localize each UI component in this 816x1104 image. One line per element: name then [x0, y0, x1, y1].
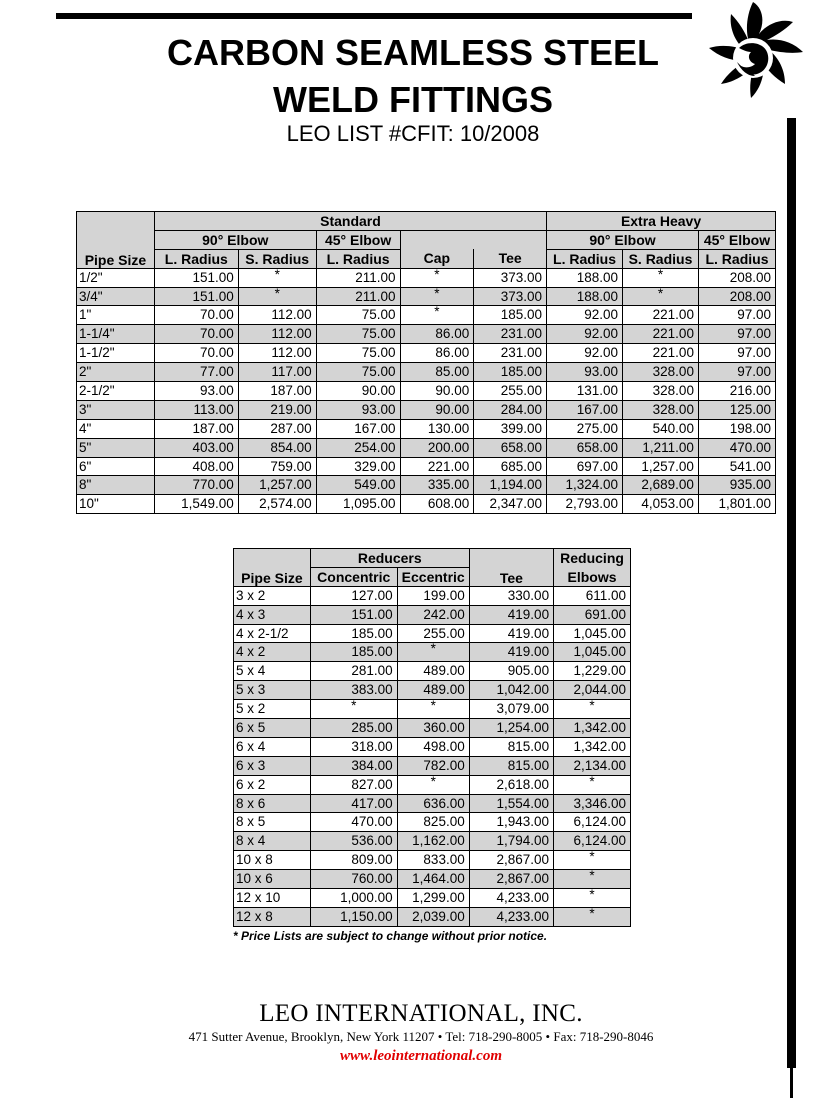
- price-cell: 399.00: [474, 419, 547, 438]
- header-s-radius: S. Radius: [238, 249, 316, 268]
- price-cell: 1,342.00: [554, 737, 631, 756]
- price-cell: 1,257.00: [238, 476, 316, 495]
- price-cell: 70.00: [154, 325, 238, 344]
- fitting-row: [77, 344, 776, 363]
- price-cell: 167.00: [316, 419, 400, 438]
- price-cell: 188.00: [547, 268, 623, 287]
- fitting-row: [77, 419, 776, 438]
- price-cell: 221.00: [623, 344, 699, 363]
- unavailable-cell: *: [397, 700, 469, 719]
- weld-fittings-table: [76, 211, 776, 514]
- price-cell: 4,053.00: [623, 495, 699, 514]
- price-cell: 809.00: [310, 851, 397, 870]
- price-cell: 219.00: [238, 400, 316, 419]
- price-cell: 287.00: [238, 419, 316, 438]
- pipe-size-cell: 4": [77, 419, 155, 438]
- price-cell: 2,867.00: [469, 870, 553, 889]
- fitting-row: [77, 476, 776, 495]
- price-cell: 408.00: [154, 457, 238, 476]
- price-cell: 1,229.00: [554, 662, 631, 681]
- pipe-size-cell: 5 x 4: [234, 662, 311, 681]
- unavailable-cell: *: [238, 287, 316, 306]
- header-tee: Tee: [474, 249, 547, 268]
- price-cell: 328.00: [623, 363, 699, 382]
- price-cell: 1,943.00: [469, 813, 553, 832]
- price-cell: 86.00: [400, 344, 474, 363]
- reducer-row: [234, 775, 631, 794]
- price-cell: 1,042.00: [469, 681, 553, 700]
- pipe-size-cell: 1/2": [77, 268, 155, 287]
- pipe-size-cell: 5": [77, 438, 155, 457]
- price-cell: 1,464.00: [397, 870, 469, 889]
- price-cell: 685.00: [474, 457, 547, 476]
- price-cell: 1,549.00: [154, 495, 238, 514]
- pipe-size-cell: 2": [77, 363, 155, 382]
- reducer-row: [234, 907, 631, 926]
- price-cell: 2,793.00: [547, 495, 623, 514]
- fitting-row: [77, 363, 776, 382]
- fitting-row: [77, 400, 776, 419]
- price-cell: 285.00: [310, 719, 397, 738]
- reducer-row: [234, 889, 631, 908]
- reducer-row: [234, 737, 631, 756]
- header-extra-heavy: Extra Heavy: [547, 212, 776, 231]
- header-elbows: Elbows: [554, 567, 631, 586]
- price-cell: 3,346.00: [554, 794, 631, 813]
- pipe-size-cell: 1-1/2": [77, 344, 155, 363]
- header-pipe-size: Pipe Size: [77, 212, 155, 269]
- price-cell: 691.00: [554, 605, 631, 624]
- price-cell: 1,794.00: [469, 832, 553, 851]
- price-cell: 760.00: [310, 870, 397, 889]
- header-l-radius: L. Radius: [698, 249, 775, 268]
- header-extra-90-elbow: 90° Elbow: [547, 230, 699, 249]
- header-s-radius: S. Radius: [623, 249, 699, 268]
- price-cell: 211.00: [316, 268, 400, 287]
- price-cell: 6,124.00: [554, 813, 631, 832]
- reducer-row: [234, 870, 631, 889]
- price-cell: 242.00: [397, 605, 469, 624]
- pipe-size-cell: 8 x 6: [234, 794, 311, 813]
- price-cell: 199.00: [397, 586, 469, 605]
- pipe-size-cell: 6 x 5: [234, 719, 311, 738]
- price-cell: 221.00: [623, 325, 699, 344]
- price-cell: 93.00: [316, 400, 400, 419]
- price-cell: 92.00: [547, 306, 623, 325]
- price-cell: 125.00: [698, 400, 775, 419]
- price-cell: 2,044.00: [554, 681, 631, 700]
- price-cell: 2,574.00: [238, 495, 316, 514]
- header-l-radius: L. Radius: [154, 249, 238, 268]
- price-cell: 200.00: [400, 438, 474, 457]
- price-cell: 489.00: [397, 681, 469, 700]
- unavailable-cell: *: [400, 268, 474, 287]
- pipe-size-cell: 4 x 2-1/2: [234, 624, 311, 643]
- price-cell: 117.00: [238, 363, 316, 382]
- reducer-row: [234, 851, 631, 870]
- header-blank: [400, 230, 547, 249]
- price-cell: 335.00: [400, 476, 474, 495]
- unavailable-cell: *: [400, 287, 474, 306]
- price-cell: 1,095.00: [316, 495, 400, 514]
- price-cell: 935.00: [698, 476, 775, 495]
- unavailable-cell: *: [400, 306, 474, 325]
- pipe-size-cell: 12 x 8: [234, 907, 311, 926]
- price-cell: 470.00: [698, 438, 775, 457]
- price-cell: 905.00: [469, 662, 553, 681]
- price-cell: 188.00: [547, 287, 623, 306]
- reducer-row: [234, 794, 631, 813]
- price-cell: 221.00: [623, 306, 699, 325]
- pipe-size-cell: 6 x 3: [234, 756, 311, 775]
- fitting-row: [77, 306, 776, 325]
- price-cell: 254.00: [316, 438, 400, 457]
- price-cell: 536.00: [310, 832, 397, 851]
- header-reducers: Reducers: [310, 549, 469, 568]
- pipe-size-cell: 6 x 2: [234, 775, 311, 794]
- price-cell: 2,347.00: [474, 495, 547, 514]
- reducer-row: [234, 643, 631, 662]
- pipe-size-cell: 5 x 3: [234, 681, 311, 700]
- price-cell: 70.00: [154, 344, 238, 363]
- price-cell: 1,254.00: [469, 719, 553, 738]
- price-cell: 815.00: [469, 737, 553, 756]
- price-cell: 86.00: [400, 325, 474, 344]
- pipe-size-cell: 8 x 4: [234, 832, 311, 851]
- price-cell: 97.00: [698, 325, 775, 344]
- price-cell: 90.00: [400, 400, 474, 419]
- price-cell: 1,801.00: [698, 495, 775, 514]
- header-extra-45-elbow: 45° Elbow: [698, 230, 775, 249]
- company-address: 471 Sutter Avenue, Brooklyn, New York 11207 • Tel: 718-290-8005 • Fax: 718-290-8046: [188, 1029, 654, 1044]
- price-cell: 93.00: [547, 363, 623, 382]
- price-cell: 97.00: [698, 363, 775, 382]
- unavailable-cell: *: [238, 268, 316, 287]
- reducer-row: [234, 605, 631, 624]
- price-cell: 281.00: [310, 662, 397, 681]
- price-cell: 112.00: [238, 325, 316, 344]
- price-cell: 151.00: [154, 287, 238, 306]
- reducer-row: [234, 832, 631, 851]
- fitting-row: [77, 382, 776, 401]
- fitting-row: [77, 438, 776, 457]
- price-cell: 1,257.00: [623, 457, 699, 476]
- header-standard: Standard: [154, 212, 546, 231]
- price-cell: 383.00: [310, 681, 397, 700]
- price-cell: 198.00: [698, 419, 775, 438]
- price-cell: 2,867.00: [469, 851, 553, 870]
- price-cell: 419.00: [469, 605, 553, 624]
- price-cell: 2,689.00: [623, 476, 699, 495]
- price-cell: 328.00: [623, 382, 699, 401]
- price-cell: 130.00: [400, 419, 474, 438]
- price-cell: 1,000.00: [310, 889, 397, 908]
- pipe-size-cell: 12 x 10: [234, 889, 311, 908]
- price-cell: 231.00: [474, 344, 547, 363]
- price-cell: 93.00: [154, 382, 238, 401]
- price-cell: 112.00: [238, 306, 316, 325]
- price-cell: 255.00: [397, 624, 469, 643]
- price-cell: 1,045.00: [554, 643, 631, 662]
- price-cell: 92.00: [547, 325, 623, 344]
- reducer-row: [234, 756, 631, 775]
- price-cell: 403.00: [154, 438, 238, 457]
- price-cell: 2,039.00: [397, 907, 469, 926]
- price-cell: 6,124.00: [554, 832, 631, 851]
- price-cell: 373.00: [474, 287, 547, 306]
- price-cell: 827.00: [310, 775, 397, 794]
- price-cell: 77.00: [154, 363, 238, 382]
- price-cell: 658.00: [547, 438, 623, 457]
- price-cell: 185.00: [310, 624, 397, 643]
- price-cell: 489.00: [397, 662, 469, 681]
- pipe-size-cell: 3/4": [77, 287, 155, 306]
- price-cell: 187.00: [238, 382, 316, 401]
- price-cell: 759.00: [238, 457, 316, 476]
- price-cell: 284.00: [474, 400, 547, 419]
- price-cell: 185.00: [474, 363, 547, 382]
- price-cell: 329.00: [316, 457, 400, 476]
- price-cell: 608.00: [400, 495, 474, 514]
- price-note: * Price Lists are subject to change without prior notice.: [233, 929, 548, 943]
- price-cell: 1,150.00: [310, 907, 397, 926]
- price-cell: 360.00: [397, 719, 469, 738]
- price-cell: 815.00: [469, 756, 553, 775]
- right-rule: [787, 118, 796, 1068]
- price-cell: 70.00: [154, 306, 238, 325]
- price-cell: 112.00: [238, 344, 316, 363]
- price-cell: 97.00: [698, 306, 775, 325]
- reducers-table: [233, 548, 631, 927]
- price-cell: 167.00: [547, 400, 623, 419]
- price-cell: 90.00: [400, 382, 474, 401]
- fitting-row: [77, 287, 776, 306]
- price-cell: 782.00: [397, 756, 469, 775]
- price-cell: 216.00: [698, 382, 775, 401]
- pipe-size-cell: 3 x 2: [234, 586, 311, 605]
- price-cell: 92.00: [547, 344, 623, 363]
- price-cell: 328.00: [623, 400, 699, 419]
- price-cell: 187.00: [154, 419, 238, 438]
- price-cell: 131.00: [547, 382, 623, 401]
- price-cell: 636.00: [397, 794, 469, 813]
- price-cell: 833.00: [397, 851, 469, 870]
- price-cell: 75.00: [316, 344, 400, 363]
- fitting-row: [77, 268, 776, 287]
- pipe-size-cell: 10": [77, 495, 155, 514]
- pipe-size-cell: 8 x 5: [234, 813, 311, 832]
- price-cell: 75.00: [316, 306, 400, 325]
- price-cell: 2,618.00: [469, 775, 553, 794]
- reducer-row: [234, 586, 631, 605]
- unavailable-cell: *: [397, 775, 469, 794]
- header-l-radius: L. Radius: [316, 249, 400, 268]
- pipe-size-cell: 5 x 2: [234, 700, 311, 719]
- price-cell: 75.00: [316, 325, 400, 344]
- unavailable-cell: *: [623, 287, 699, 306]
- reducer-row: [234, 700, 631, 719]
- pipe-size-cell: 6": [77, 457, 155, 476]
- price-cell: 825.00: [397, 813, 469, 832]
- price-cell: 85.00: [400, 363, 474, 382]
- header-concentric: Concentric: [310, 567, 397, 586]
- fitting-row: [77, 457, 776, 476]
- price-cell: 4,233.00: [469, 907, 553, 926]
- unavailable-cell: *: [554, 700, 631, 719]
- pipe-size-cell: 10 x 6: [234, 870, 311, 889]
- header-pipe-size: Pipe Size: [234, 549, 311, 587]
- top-rule: [56, 13, 692, 19]
- price-cell: 221.00: [400, 457, 474, 476]
- reducer-row: [234, 624, 631, 643]
- price-cell: 770.00: [154, 476, 238, 495]
- pipe-size-cell: 1": [77, 306, 155, 325]
- price-cell: 208.00: [698, 287, 775, 306]
- pipe-size-cell: 4 x 2: [234, 643, 311, 662]
- price-cell: 255.00: [474, 382, 547, 401]
- header-standard-90-elbow: 90° Elbow: [154, 230, 316, 249]
- price-cell: 373.00: [474, 268, 547, 287]
- price-cell: 658.00: [474, 438, 547, 457]
- price-cell: 97.00: [698, 344, 775, 363]
- pipe-size-cell: 3": [77, 400, 155, 419]
- pipe-size-cell: 10 x 8: [234, 851, 311, 870]
- company-name: LEO INTERNATIONAL, INC.: [259, 1000, 583, 1027]
- price-cell: 1,324.00: [547, 476, 623, 495]
- price-cell: 208.00: [698, 268, 775, 287]
- price-cell: 4,233.00: [469, 889, 553, 908]
- unavailable-cell: *: [310, 700, 397, 719]
- price-cell: 2,134.00: [554, 756, 631, 775]
- pipe-size-cell: 6 x 4: [234, 737, 311, 756]
- page-subtitle: LEO LIST #CFIT: 10/2008: [286, 121, 540, 146]
- header-eccentric: Eccentric: [397, 567, 469, 586]
- price-cell: 211.00: [316, 287, 400, 306]
- price-cell: 417.00: [310, 794, 397, 813]
- unavailable-cell: *: [554, 851, 631, 870]
- price-cell: 1,342.00: [554, 719, 631, 738]
- price-cell: 498.00: [397, 737, 469, 756]
- reducer-row: [234, 662, 631, 681]
- price-cell: 151.00: [154, 268, 238, 287]
- price-cell: 611.00: [554, 586, 631, 605]
- price-cell: 1,194.00: [474, 476, 547, 495]
- price-cell: 151.00: [310, 605, 397, 624]
- unavailable-cell: *: [397, 643, 469, 662]
- right-rule-tail: [790, 1068, 793, 1098]
- unavailable-cell: *: [554, 775, 631, 794]
- price-cell: 419.00: [469, 624, 553, 643]
- price-cell: 75.00: [316, 363, 400, 382]
- header-cap: Cap: [400, 249, 474, 268]
- price-cell: 185.00: [310, 643, 397, 662]
- unavailable-cell: *: [554, 907, 631, 926]
- price-cell: 697.00: [547, 457, 623, 476]
- price-cell: 419.00: [469, 643, 553, 662]
- price-cell: 127.00: [310, 586, 397, 605]
- price-cell: 1,211.00: [623, 438, 699, 457]
- price-cell: 1,162.00: [397, 832, 469, 851]
- fitting-row: [77, 325, 776, 344]
- price-cell: 549.00: [316, 476, 400, 495]
- unavailable-cell: *: [554, 870, 631, 889]
- page-title-line-1: CARBON SEAMLESS STEEL: [166, 32, 660, 73]
- price-cell: 540.00: [623, 419, 699, 438]
- header-standard-45-elbow: 45° Elbow: [316, 230, 400, 249]
- price-cell: 541.00: [698, 457, 775, 476]
- pipe-size-cell: 8": [77, 476, 155, 495]
- price-cell: 1,045.00: [554, 624, 631, 643]
- unavailable-cell: *: [554, 889, 631, 908]
- price-cell: 854.00: [238, 438, 316, 457]
- price-cell: 470.00: [310, 813, 397, 832]
- reducer-row: [234, 719, 631, 738]
- price-cell: 318.00: [310, 737, 397, 756]
- header-reducing: Reducing: [554, 549, 631, 568]
- price-cell: 231.00: [474, 325, 547, 344]
- header-l-radius: L. Radius: [547, 249, 623, 268]
- reducer-row: [234, 681, 631, 700]
- price-cell: 1,554.00: [469, 794, 553, 813]
- price-cell: 113.00: [154, 400, 238, 419]
- pipe-size-cell: 2-1/2": [77, 382, 155, 401]
- page-title-line-2: WELD FITTINGS: [273, 79, 553, 120]
- price-cell: 90.00: [316, 382, 400, 401]
- reducer-row: [234, 813, 631, 832]
- unavailable-cell: *: [623, 268, 699, 287]
- fitting-row: [77, 495, 776, 514]
- header-tee: Tee: [469, 549, 553, 587]
- price-cell: 185.00: [474, 306, 547, 325]
- pipe-size-cell: 4 x 3: [234, 605, 311, 624]
- price-cell: 384.00: [310, 756, 397, 775]
- price-cell: 330.00: [469, 586, 553, 605]
- price-cell: 1,299.00: [397, 889, 469, 908]
- company-website-link[interactable]: www.leointernational.com: [340, 1048, 502, 1064]
- pipe-size-cell: 1-1/4": [77, 325, 155, 344]
- price-cell: 275.00: [547, 419, 623, 438]
- price-cell: 3,079.00: [469, 700, 553, 719]
